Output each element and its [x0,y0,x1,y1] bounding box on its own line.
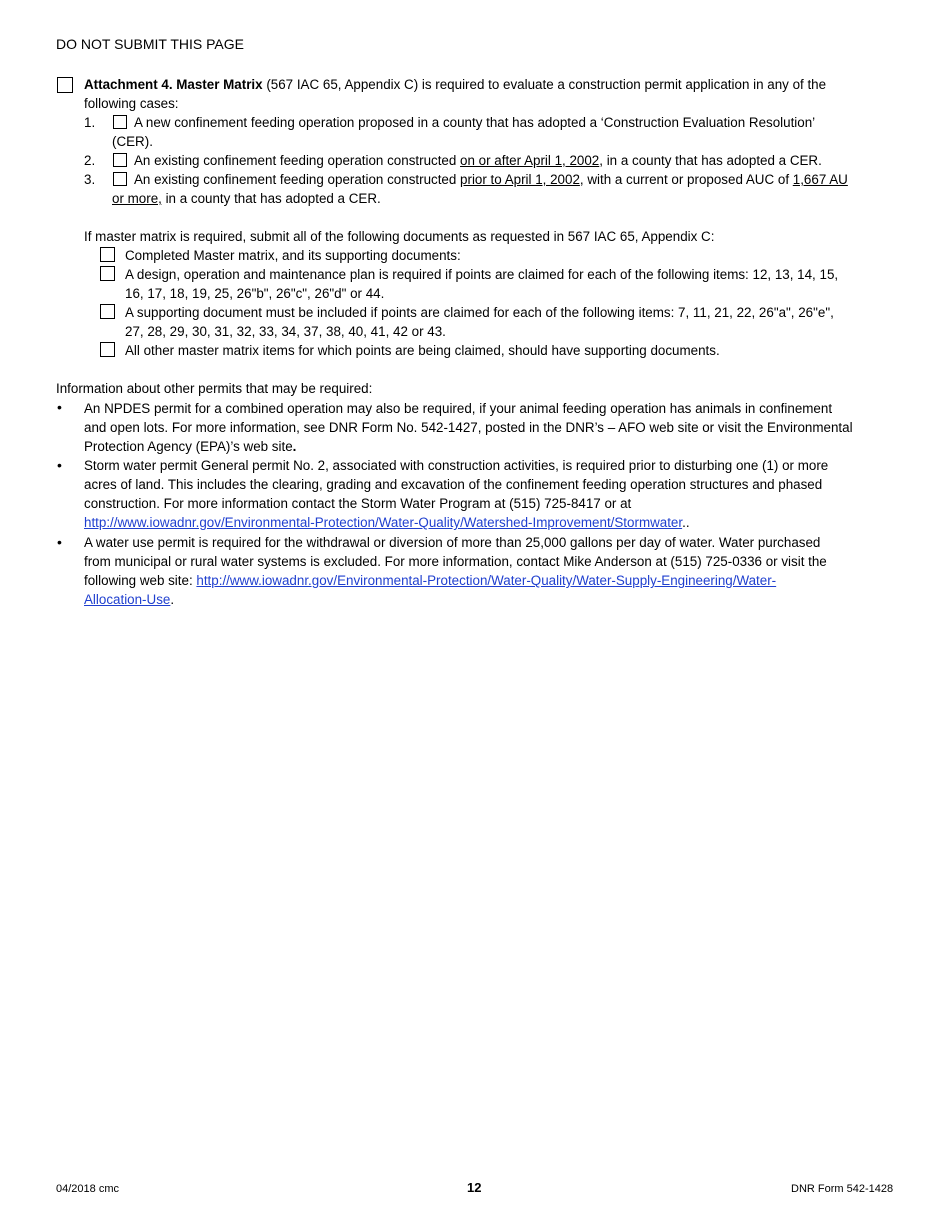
page-notice: DO NOT SUBMIT THIS PAGE [56,36,244,52]
bullet-water-use: • [57,534,62,550]
storm-water-text: Storm water permit General permit No. 2, associated with construction activities, is required prior to disturbing one (1) or more [84,458,829,473]
doc-3-text: A supporting document must be included if points are claimed for each of the following items: 7, 11, 21, 22, 26"a", 26"e", [125,305,834,320]
case-1-text-cont: (CER). [112,134,153,149]
attachment-4-intro: Attachment 4. Master Matrix (567 IAC 65, Appendix C) is required to evaluate a construction permit application in any of the [84,77,827,92]
bullet-storm-water: • [57,457,62,473]
doc-3-checkbox[interactable] [100,304,115,319]
doc-2-checkbox[interactable] [100,266,115,281]
water-allocation-link-cont[interactable]: Allocation-Use [84,592,171,607]
case-2-checkbox[interactable] [113,153,127,167]
doc-2-text: A design, operation and maintenance plan is required if points are claimed for each of the following items: 12, 13, 14, 15, [125,267,839,282]
case-3-number: 3. [84,172,96,187]
doc-2-text-cont: 16, 17, 18, 19, 25, 26"b", 26"c", 26"d" or 44. [125,286,385,301]
attachment-4-checkbox[interactable] [57,77,73,93]
doc-4-text: All other master matrix items for which points are being claimed, should have supporting documents. [125,343,720,358]
case-3-text: An existing confinement feeding operation constructed prior to April 1, 2002, with a current or proposed AUC of 1,667 AU [134,172,848,187]
water-use-link-cont: Allocation-Use. [84,592,175,607]
case-2-text: An existing confinement feeding operation constructed on or after April 1, 2002, in a county that has adopted a CER. [134,153,822,168]
doc-4-checkbox[interactable] [100,342,115,357]
documents-intro: If master matrix is required, submit all of the following documents as requested in 567 IAC 65, Appendix C: [84,229,715,244]
storm-water-text-2: acres of land. This includes the clearing, grading and excavation of the confinement feeding operation structures and phased [84,477,823,492]
attachment-4-intro-cont: following cases: [84,96,179,111]
case-1-text: A new confinement feeding operation proposed in a county that has adopted a ‘Construction Evaluation Resolution’ [134,115,816,130]
case-3-text-cont: or more, in a county that has adopted a CER. [112,191,381,206]
water-use-text-3: following web site: http://www.iowadnr.gov/Environmental-Protection/Water-Quality/Water-Supply-Engineering/Water- [84,573,777,588]
case-1-number: 1. [84,115,96,130]
doc-1-checkbox[interactable] [100,247,115,262]
storm-water-link[interactable]: http://www.iowadnr.gov/Environmental-Protection/Water-Quality/Watershed-Improvement/Stormwater [84,515,683,530]
case-1-checkbox[interactable] [113,115,127,129]
water-allocation-link[interactable]: http://www.iowadnr.gov/Environmental-Protection/Water-Quality/Water-Supply-Engineering/Water- [196,573,777,588]
case-3-checkbox[interactable] [113,172,127,186]
storm-water-text-3: construction. For more information contact the Storm Water Program at (515) 725-8417 or at [84,496,632,511]
npdes-text: An NPDES permit for a combined operation may also be required, if your animal feeding operation has animals in confinement [84,401,833,416]
npdes-text-3: Protection Agency (EPA)’s web site. [84,439,297,454]
permits-heading: Information about other permits that may be required: [56,381,373,396]
doc-1-text: Completed Master matrix, and its supporting documents: [125,248,461,263]
npdes-text-2: and open lots. For more information, see DNR Form No. 542-1427, posted in the DNR’s – AFO web site or visit the Environmental [84,420,853,435]
footer-date: 04/2018 cmc [56,1183,119,1195]
storm-water-link-line: http://www.iowadnr.gov/Environmental-Protection/Water-Quality/Watershed-Improvement/Stormwater.. [84,515,690,530]
case-2-number: 2. [84,153,96,168]
page-number: 12 [467,1180,482,1195]
attachment-4-title: Attachment 4. Master Matrix [84,77,263,92]
water-use-text: A water use permit is required for the withdrawal or diversion of more than 25,000 gallons per day of water. Water purchased [84,535,821,550]
bullet-npdes: • [57,399,62,415]
footer-form-number: DNR Form 542-1428 [791,1183,894,1195]
doc-3-text-cont: 27, 28, 29, 30, 31, 32, 33, 34, 37, 38, 40, 41, 42 or 43. [125,324,446,339]
water-use-text-2: from municipal or rural water systems is excluded. For more information, contact Mike Anderson at (515) 725-0336 or visit the [84,554,827,569]
